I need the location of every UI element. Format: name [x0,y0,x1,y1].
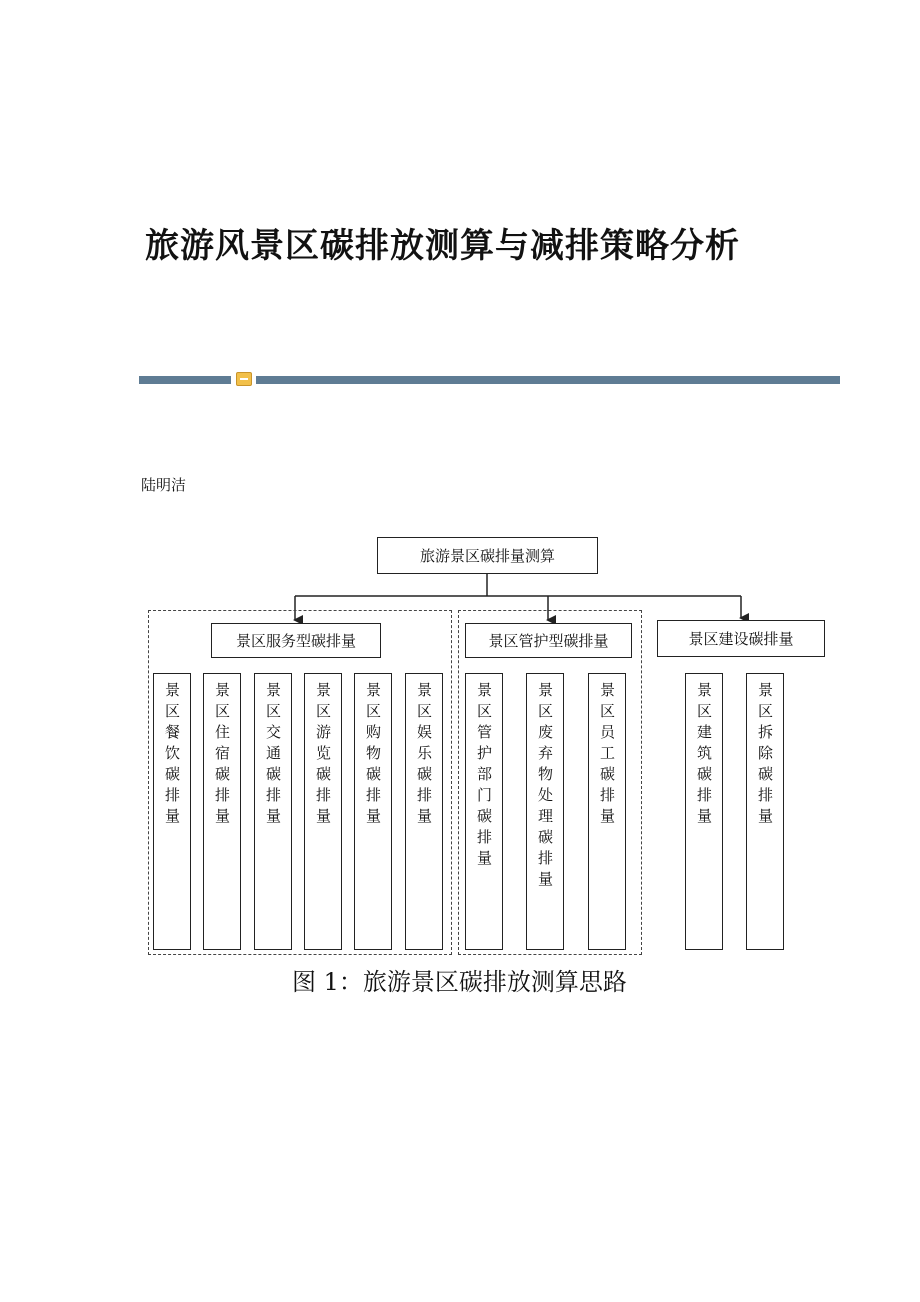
item-entertainment: 景区娱乐碳排量 [405,673,443,950]
item-building: 景区建筑碳排量 [685,673,723,950]
item-shopping: 景区购物碳排量 [354,673,392,950]
item-transport: 景区交通碳排量 [254,673,292,950]
document-title: 旅游风景区碳排放测算与减排策略分析 [145,226,740,266]
item-sightseeing: 景区游览碳排量 [304,673,342,950]
item-demolition: 景区拆除碳排量 [746,673,784,950]
root-box: 旅游景区碳排量测算 [377,537,598,574]
figure-caption: 图 1：旅游景区碳排放测算思路 [292,968,627,996]
item-lodging: 景区住宿碳排量 [203,673,241,950]
item-staff: 景区员工碳排量 [588,673,626,950]
item-catering: 景区餐饮碳排量 [153,673,191,950]
item-management-dept: 景区管护部门碳排量 [465,673,503,950]
management-category-box: 景区管护型碳排量 [465,623,632,658]
item-waste-treatment: 景区废弃物处理碳排量 [526,673,564,950]
author-name: 陆明洁 [141,476,187,494]
construction-category-box: 景区建设碳排量 [657,620,825,657]
service-category-box: 景区服务型碳排量 [211,623,381,658]
